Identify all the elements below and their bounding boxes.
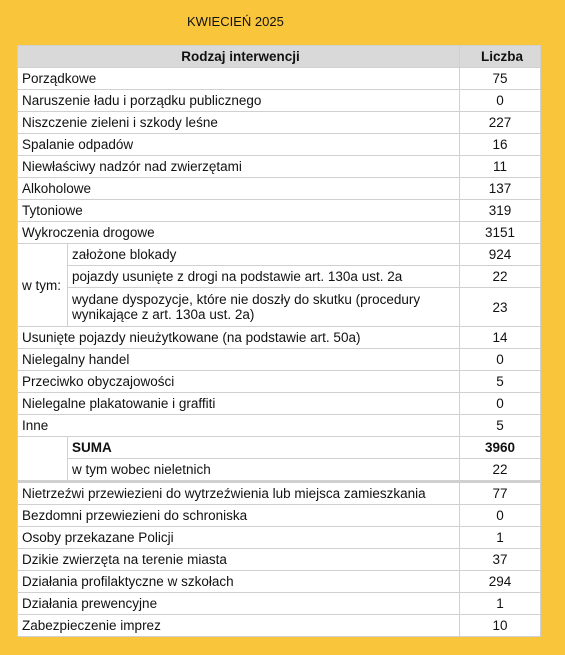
empty-cell [18,437,68,482]
row-label: Nielegalny handel [18,349,460,371]
table-row [18,266,541,288]
row-value: 3151 [460,222,541,244]
row-label: Nielegalne plakatowanie i graffiti [18,393,460,415]
row-value: 319 [460,200,541,222]
table-row [18,68,541,90]
row-label: Nietrzeźwi przewiezieni do wytrzeźwienia lub miejsca zamieszkania [18,482,460,505]
row-label: Niewłaściwy nadzór nad zwierzętami [18,156,460,178]
row-label: Alkoholowe [18,178,460,200]
row-label: Przeciwko obyczajowości [18,371,460,393]
table-row [18,244,541,266]
minors-label: w tym wobec nieletnich [68,459,460,482]
row-label: Dzikie zwierzęta na terenie miasta [18,549,460,571]
row-value: 0 [460,393,541,415]
table-body [18,68,541,637]
row-value: 14 [460,327,541,349]
row-value: 5 [460,371,541,393]
table-row [18,288,541,327]
table-header-row [18,46,541,68]
table-row [18,222,541,244]
row-value: 0 [460,505,541,527]
row-label: Wykroczenia drogowe [18,222,460,244]
row-label: założone blokady [68,244,460,266]
row-value: 22 [460,266,541,288]
table-row [18,134,541,156]
table-row [18,593,541,615]
page-title: KWIECIEŃ 2025 [187,14,284,29]
row-value: 11 [460,156,541,178]
row-label: Spalanie odpadów [18,134,460,156]
wtym-label: w tym: [18,244,68,327]
row-value: 77 [460,482,541,505]
row-value: 137 [460,178,541,200]
row-value: 5 [460,415,541,437]
row-label: Usunięte pojazdy nieużytkowane (na podstawie art. 50a) [18,327,460,349]
row-value: 37 [460,549,541,571]
row-label: Zabezpieczenie imprez [18,615,460,637]
row-label: Tytoniowe [18,200,460,222]
table-row [18,527,541,549]
row-label: wydane dyspozycje, które nie doszły do skutku (procedury wynikające z art. 130a ust. 2a) [68,288,460,327]
row-value: 0 [460,349,541,371]
row-value: 10 [460,615,541,637]
table-row [18,90,541,112]
row-value: 75 [460,68,541,90]
table-row [18,549,541,571]
row-value: 294 [460,571,541,593]
table-row [18,415,541,437]
table-row [18,200,541,222]
table-row [18,505,541,527]
row-value: 23 [460,288,541,327]
row-label: Działania prewencyjne [18,593,460,615]
table-row [18,327,541,349]
table-row [18,615,541,637]
table-row [18,156,541,178]
row-label: Działania profilaktyczne w szkołach [18,571,460,593]
table-row [18,371,541,393]
table-row [18,349,541,371]
row-label: Niszczenie zieleni i szkody leśne [18,112,460,134]
row-label: Osoby przekazane Policji [18,527,460,549]
row-value: 924 [460,244,541,266]
total-value: 3960 [460,437,541,459]
row-label: Naruszenie ładu i porządku publicznego [18,90,460,112]
table-row [18,393,541,415]
header-count: Liczba [460,46,541,68]
row-value: 16 [460,134,541,156]
row-label: Porządkowe [18,68,460,90]
interventions-table-panel [17,45,540,637]
row-value: 227 [460,112,541,134]
table-row [18,482,541,505]
interventions-table [17,45,541,637]
total-label: SUMA [68,437,460,459]
row-label: Inne [18,415,460,437]
table-row [18,112,541,134]
minors-value: 22 [460,459,541,482]
row-value: 1 [460,593,541,615]
minors-row [18,459,541,482]
header-type: Rodzaj interwencji [18,46,460,68]
total-row [18,437,541,459]
table-row [18,178,541,200]
table-row [18,571,541,593]
row-label: Bezdomni przewiezieni do schroniska [18,505,460,527]
row-value: 0 [460,90,541,112]
row-label: pojazdy usunięte z drogi na podstawie art. 130a ust. 2a [68,266,460,288]
row-value: 1 [460,527,541,549]
